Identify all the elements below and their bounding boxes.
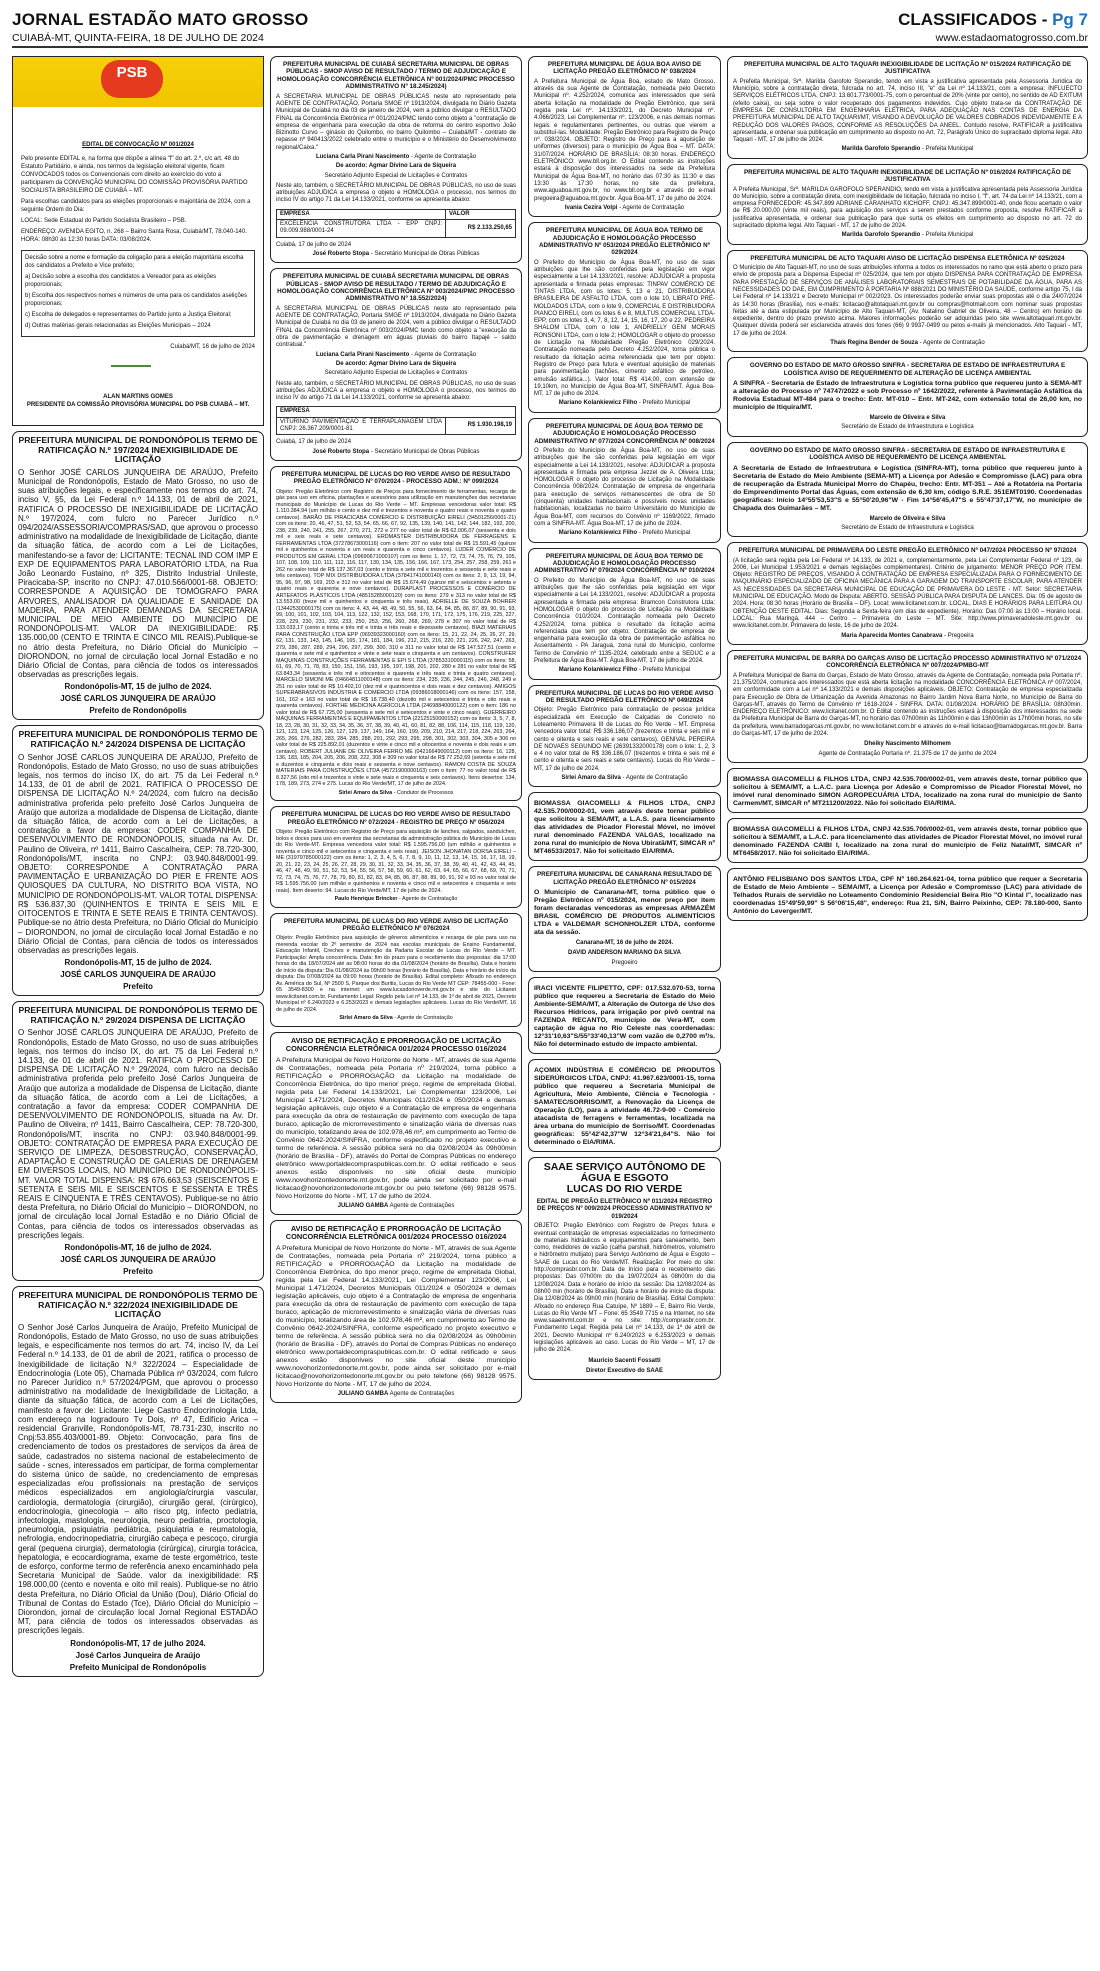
notice-heading: PREFEITURA MUNICIPAL DE ÁGUA BOA TERMO DE ADJUDICAÇÃO E HOMOLOGAÇÃO PROCESSO ADMINISTRATIVO Nº 079/2024 CONCORRÊNCIA Nº 010/2024 — [534, 552, 715, 575]
notice-body: Objeto: Pregão Eletrônico com Registro de Preços para fornecimento de ferramentas, recarga de gás para uso em oficina, plantações e acessórios para utilização em manutenções das secretarias municipais do Município de Lucas do Rio Verde – MT. Empresas vencedoras valor total: R$ 1.110.384,94 (um milhão e cento e dez mil e trezentos e noventa e quatro reais e noventa e quatro centavos). BARÃO DE PIRACICABA COMÉRCIO E DISTRIBUIÇÃO EIRELI (34501256/0001-21) com os itens: 20, 46, 47, 51, 52, 53, 54, 65, 66, 67, 92, 135, 139, 140, 141, 142, 144, 182, 192, 200, 238, 239, 240, 241, 255, 267, 270, 271, 272 e 277 no valor total de R$ 62.006,07 (sessenta e dois mil e seis reais e sete centavos). ERDMASTER DISTRIBUIDORA DE FERRAGENS E FERRAMENTAS LTDA (37278673000116) com o item: 207 no valor total de R$ 15.591,45 (quinze mil e quinhentos e noventa e um reais e quarenta e cinco centavos). LUDER COMÉRCIO DE PRODUTOS EM GERAL LTDA (09690671000107) com os itens: 1, 17, 72, 73, 74, 75, 76, 79, 105, 107, 108, 109, 110, 111, 112, 116, 117, 130, 134, 135, 156, 166, 167, 173, 254, 257, 258, 259, 261 e 262 no valor total de R$ 137.367,03 (cento e trinta e sete mil e trezentos e sessenta e sete reais e três centavos). TOP MIX DISTRIBUIDORA LTDA (37841741000140) com os itens: 2, 9, 13, 19, 94, 95, 96, 97, 98, 169, 203 e 312 no valor total de R$ 15.674,49 (quinze mil e seiscentos e setenta e quatro reais e quarenta e nove centavos). DURAPLAST PROCESSOS E COMÉRCIO DE ARTEFATOS PLÁSTICOS LTDA (48515285000120) com os itens: 279 e 313 no valor total de R$ 13.553,00 (treze mil e quinhentos e cinquenta e três reais). ADRIELLE DE SOUZA BOHRER (13442530000175) com os itens: 4, 43, 44, 48, 49, 50, 55, 56, 63, 64, 84, 85, 86, 87, 89, 90, 91, 93, 99, 100, 101, 102, 103, 104, 113, 122, 132, 152, 153, 168, 170, 171, 172, 175, 176, 219, 225, 227, 228, 229, 230, 231, 232, 233, 250, 253, 256, 260, 268, 269, 278 e 307 no valor total de R$ 133.033,17 (cento e trinta e três mil e trinta e três reais e dezessete centavos). BIAZI MATERIAIS PARA CONSTRUÇÃO LTDA EPP (06939323000160) com os itens: 15, 21, 22, 24, 25, 26, 27, 29, 62, 131, 133, 143, 145, 146, 165, 174, 181, 184, 196, 212, 215, 216, 220, 221, 226, 242, 247, 263, 279, 286, 287, 289, 294, 296, 297, 299, 300, 310 e 311 no valor total de R$ 147.527,51 (cento e quarenta e sete mil e quinhentos e vinte e sete reais e cinquenta e um centavos). CONSTRUFER MAQUINAS CONSTRUÇÕES FERRAMENTAS E EPI S LTDA (37853310000115) com os itens: 58, 61, 69, 70, 71, 78, 83, 150, 151, 156, 193, 195, 197, 198, 201, 202, 280 e 281 no valor total de R$ 63.843,34 (sessenta e três mil e oitocentos e quarenta e três reais e trinta e quatro centavos). MARCELO SIMONI ME (04664811000148) com os itens: 234, 235, 236, 244, 245, 246, 248, 249 e 251 no valor total de R$ 10.402,10 (dez mil e quatrocentos e dois reais e dez centavos). AMIGOS SUPERABRASIVOS INDÚSTRIA E COMÉRCIO LTDA (09386018000146) com os itens: 157, 158, 161, 162 e 163 no valor total de R$ 18.738,40 (dezoito mil e setecentos e trinta e oito reais e quarenta centavos). FORTHE MEDICINA AGRÍCOLA LTDA (24698840000122) com o item: 186 no valor total de R$ 67.725,00 (sessenta e sete mil e setecentos e vinte e cinco reais). GUERREIRO MÁQUINAS FERRAMENTAS E EQUIPAMENTOS LTDA (22125150000152) com os itens: 3, 5, 7, 8, 18, 23, 28, 30, 31, 32, 33, 34, 35, 36, 37, 38, 39, 40, 41, 60, 81, 82, 88, 106, 114, 115, 118, 119, 120, 121, 123, 124, 125, 126, 127, 129, 137, 149, 164, 160, 199, 209, 210, 214, 217, 218, 224, 263, 264, 265, 266, 276, 282, 283, 284, 285, 288, 291, 292, 293, 295, 298, 301, 302, 303, 304, 305 e 306 no valor total de R$ 225.892,01 (duzentos e vinte e cinco mil e oitocentos e noventa e dois reais e um centavo). ROBERT JULIANE DE OLIVEIRA FERRO ME (04216649000112) com os itens: 16, 128, 136, 183, 185, 204, 205, 206, 208, 222, 308 e 309 no valor total de R$ 77.252,69 (setenta e sete mil e duzentos e cinquenta e dois reais e sessenta e nove centavos). RAMON COSTA DE SOUZA MATERIAIS PARA CONSTRUÇÕES LTDA (45721900000163) com o item: 77 no valor total de R$ 8.327,56 (oito mil e trezentos e vinte e sete reais e cinquenta e seis centavos). Itens desertos: 134, 178, 189, 273, 274 e 275. Lucas do Rio Verde/MT, 17 de julho de 2024. — [276, 488, 516, 788]
psb-signer-role: PRESIDENTE DA COMISSÃO PROVISÓRIA MUNICIPAL DO PSB CUIABÁ – MT. — [26, 402, 250, 408]
notice-barragarcas-007 — [727, 650, 1088, 763]
ack-name: De acordo: Agmar Divino Lara de Siqueira — [335, 360, 457, 367]
agent-role: - Agente de Contratação — [409, 351, 477, 358]
agenda-item: c) Escolha de delegados e representantes do Partido junto a Justiça Eleitoral; — [25, 312, 232, 318]
notice-body: AÇOMIX INDÚSTRIA E COMÉRCIO DE PRODUTOS SIDERÚRGICOS LTDA, CNPJ: 41.967.623/0001-15, torna público que requereu a Secretaria Municipal de Agricultura, Meio Ambiente, Ciência e Tecnologia - SAMATEC/SORRISO/MT, a Renovação da Licença de Operação (LO), para a atividade 46.72-9-00 - Comércio atacadista de ferragens e ferramentas, localizada na área urbana do município de Sorriso/MT. Coordenadas geográficas: 55°42'42,37"W 12°34'21,64"S. Não foi determinado o EIA/RIMA. — [534, 1067, 715, 1147]
notice-body: A Prefeitura Municipal de Barra do Garças, Estado de Mato Grosso, através da Agente de Contratação, nomeada pela Portaria nº. 21.375/2024, comunica aos interessados que está aberta licitação na modalidade CONCORRÊNCIA ELETRÔNICA nº 007/2024, em conformidade com a Lei nº 14.133/2021 e demais disposições aplicáveis. OBJETO: Contratação de empresa especializada para Execução de Obra de Urbanização da Avenida Amazonas no Bairro Jardim Nova Barra Norte, no Município de Barra do Garças-MT, através do Termo de Convênio nº 1618-2024 - SINFRA. DATA: 01/08/2024. HORÁRIO DE BRASÍLIA: 08h30min. ENDEREÇO ELETRÔNICO: www.licitanet.com.br. O Edital contendo as instruções estará à disposição dos interessados na sede da Prefeitura Municipal de Barra do Garças-MT, no horário das 07h00min às 11h00min e das 13h00min às 17h00min horas, no site da prefeitura, www.barradogarcas.mt.gov.br, no www.licitanet.com.br e através do e-mail licitacao@barradogarcas.mt.gov.br. Barra do Garças-MT, 17 de julho de 2024. — [733, 672, 1082, 738]
signer-name: Marilda Garofolo Sperandio — [841, 146, 921, 153]
notice-body-2: Neste ato, também, o SECRETÁRIO MUNICIPAL DE OBRAS PÚBLICAS, no uso de suas atribuições ADJUDICA a empresa o objeto e HOMOLOGA o processo, nos termos do inciso IV do artigo 71 da Lei 14.133/2021, conforme se apresenta abaixo: — [276, 380, 516, 402]
signer-role: Agente de Contratações — [388, 1390, 455, 1397]
notice-biomassa-3 — [727, 818, 1088, 863]
psb-agenda — [21, 250, 255, 337]
notice-heading: PREFEITURA MUNICIPAL DE ALTO TAQUARI AVISO DE LICITAÇÃO DISPENSA ELETRÔNICA Nº 025/2024 — [750, 254, 1065, 262]
value-cell: R$ 2.133.250,65 — [446, 220, 516, 238]
signer-name: Maria Aparecida Montes Canabrava — [841, 632, 943, 639]
signer-name: JULIANO GAMBA — [337, 1390, 389, 1397]
notice-cuiaba-003 — [270, 268, 522, 461]
masthead — [12, 8, 1088, 48]
signer-name: José Roberto Stopa — [312, 448, 370, 455]
signer-role: - Secretário Municipal de Obras Públicas — [369, 448, 480, 455]
signer-role: - Agente de Contratação — [392, 1015, 453, 1022]
notice-heading: PREFEITURA MUNICIPAL DE LUCAS DO RIO VERDE AVISO DE RESULTADO PREGÃO ELETRÔNICO Nº 049/2024 — [535, 689, 714, 704]
psb-title: EDITAL DE CONVOCAÇÃO Nº 001/2024 — [82, 142, 194, 148]
table-row — [277, 220, 516, 238]
notice-altotaquari-016 — [727, 164, 1088, 245]
notice-saae — [528, 1157, 721, 1380]
notice-biomassa-2 — [727, 768, 1088, 813]
signer-role: - Prefeita Municipal — [920, 146, 974, 153]
notice-heading: PREFEITURA MUNICIPAL DE RONDONÓPOLIS TERMO DE RATIFICAÇÃO N.º 29/2024 DISPENSA DE LICITAÇÃO — [18, 1005, 258, 1025]
signer-role: - Agente de Contratação — [617, 204, 685, 211]
notice-body: A Prefeita Municipal, Srª. Marilda Garofolo Sperandio, tendo em vista a justificativa apresentada pela Assessoria Jurídica do Município, sobre a contratação direta, fulcrada no art. 74, inciso III, "e" da Lei nº 14.133/21, com a empresa: INFLUECTO SERVIÇOS ELÉTRICOS LTDA, CNPJ: 13.601.773/0001-75, com o percentual de 20% (vinte por cento), no sentido de AD EXITUM (efeito caixa), ou seja sobre o valor recuperado dos pagamentos indevidos. Cujo objeto trata-se da CONTRATAÇÃO DE EMPRESA DE CONSULTORIA EM ENGENHARIA ELÉTRICA, PARA ADEQUAÇÃO NAS CONTAS DE ENERGIA DA PREFEITURA MUNICIPAL DE ALTO TAQUARI/MT, VISANDO A DEVOLUÇÃO DE VALORES COBRADOS INDEVIDAMENTE E A REDUÇÃO DOS VALORES PAGOS, CONFORME AS RESOLUÇÕES DA ANEEL. Contudo resolve, RATIFICAR a justificativa apresentada, e ordenar sua publicação em cumprimento ao disposto no Art. 72, Parágrafo Único do supracitado diploma legal. Alto Taquari - MT, 17 de julho de 2024. — [733, 78, 1082, 144]
notice-date: Rondonópolis-MT, 17 de julho 2024. — [70, 1638, 206, 1648]
psb-address: ENDEREÇO: AVENIDA EGITO, n. 268 – Bairro Santa Rosa, Cuiabá/MT, 78.040-140. HORA: 08h30 às 12:30 horas DATA: 03/08/2024. — [21, 229, 247, 243]
dateline: CUIABÁ-MT, QUINTA-FEIRA, 18 DE JULHO DE 2024 — [12, 32, 264, 44]
signer-name: Marcelo de Oliveira e Silva — [869, 415, 946, 422]
notice-heading: PREFEITURA MUNICIPAL DE BARRA DO GARÇAS AVISO DE LICITAÇÃO PROCESSO ADMINISTRATIVO Nº 071/2024 CONCORRÊNCIA ELETRÔNICA Nº 007/2024/PMBG-MT — [733, 654, 1082, 670]
signer-name: Mariano Kolankiewicz Filho — [558, 667, 638, 674]
agenda-item: b) Escolha dos respectivos nomes e números de uma para os candidatos aselições proporcionais; — [25, 293, 248, 307]
psb-signer: ALAN MARTINS GOMES — [103, 394, 173, 400]
notice-heading: PREFEITURA MUNICIPAL DE LUCAS DO RIO VERDE AVISO DE LICITAÇÃO PREGÃO ELETRÔNICO Nº 076/2024 — [283, 917, 509, 932]
notice-iraci — [528, 977, 721, 1054]
notice-body: IRACI VICENTE FILIPETTO, CPF: 017.532.070-53, torna público que requereu a Secretaria de Estado do Meio Ambiente-SEMA/MT, a Alteração de Outorga de Uso dos Recursos Hídricos, para irrigação por pivô central na FAZENDA RECANTO, município de Vera-MT, com captação de água no Rio Celeste nas coordenadas: 12°31'10,63"S/55°33'40,13"W com vazão de 0,2700 m³/s. Não foi determinado estudo de impacto ambiental. — [534, 985, 715, 1049]
agenda-item: Decisão sobre a nome e formação da coligação para a eleição majoritária escolha dos candidatos a Prefeito e Vice prefeito; — [25, 255, 244, 269]
notice-heading: GOVERNO DO ESTADO DE MATO GROSSO SINFRA - SECRETARIA DE ESTADO DE INFRAESTRUTURA E LOGÍSTICA AVISO DE REQUERIMENTO DE LICENÇA AMBIENTAL — [749, 446, 1066, 462]
notice-altotaquari-015 — [727, 56, 1088, 159]
notice-rondonopolis-24 — [12, 725, 264, 996]
column-3 — [528, 56, 721, 1966]
paper-name: JORNAL ESTADÃO MATO GROSSO — [12, 10, 309, 29]
notice-body: Objeto: Pregão Eletrônico para contratação de pessoa jurídica especializada em Execução de Calçadas de Concreto no Loteamento Primavera III de Lucas do Rio Verde - MT. Empresa vencedora valor total: R$ 336.186,07 (trezentos e trinta e seis mil e cento e oitenta e seis reais e sete centavos). GENIVAL PEREIRA DE NOVAES SEGUNDO ME (26391332000178) com o lote: 1, 2, 3 e 4 no valor total de R$ 336.186,07 (trezentos e trinta e seis mil e cento e oitenta e seis reais e sete centavos). Lucas do Rio Verde – MT, 17 de julho de 2024. — [534, 707, 715, 772]
notice-aguaboa-008 — [528, 418, 721, 543]
notice-lucas-070 — [270, 466, 522, 801]
notice-heading: AVISO DE RETIFICAÇÃO E PRORROGAÇÃO DE LICITAÇÃO CONCORRÊNCIA ELETRÔNICA 001/2024 PROCESSO 016/2024 — [285, 1223, 507, 1242]
saae-title: SAAE SERVIÇO AUTÔNOMO DE ÁGUA E ESGOTO — [543, 1161, 706, 1185]
notice-heading: GOVERNO DO ESTADO DE MATO GROSSO SINFRA - SECRETARIA DE ESTADO DE INFRAESTRUTURA E LOGÍSTICA AVISO DE REQUERIMENTO DE ALTERAÇÃO DE LICENÇA AMBIENTAL — [749, 362, 1066, 377]
notice-heading: PREFEITURA MUNICIPAL DE PRIMAVERA DO LESTE PREGÃO ELETRÔNICO Nº 047/2024 PROCESSO Nº 97/2024 — [738, 547, 1077, 555]
signer-name: Marilda Garofolo Sperandio — [841, 232, 921, 239]
company-cell: VITURINO PAVIMENTAÇÃO E TERRAPLANAGEM LTDA CNPJ: 26.367.209/0001-81 — [277, 417, 446, 435]
psb-local: LOCAL: Sede Estadual do Partido Socialista Brasileiro – PSB. — [21, 218, 187, 224]
notice-body: Objeto: Pregão Eletrônico para aquisição de gêneros alimentícios e recarga de gás para uso na merenda escolar do 2º semestre de 2024 nas escolas municipais de Ensino Fundamental, Educação Infantil, Creches e manutenção da Padaria Escolar de Lucas do Rio Verde – MT. Participação: Ampla concorrência. Data: fim do prazo para o recebimento das propostas: dia 17:00 horas do dia 18/07/2024 até as 08:00 horas do dia 01/08/2024 (horário de Brasília). Data e horário de início da disputa: Dia 01/08/2024 às 09h00 horas (horário de Brasília). Data e horário de início da disputa: Dia 07/08/2024 às 09:00 horas (horário de Brasília). Edital completo: Afixado no endereço Av. América do Sul, Nº 2500 S, Parque dos Buritis, Lucas do Rio Verde MT CEP: 78455-000 - Fone: 65 3549-8300 e na internet: um www.lucasdorioverde.mt.gov.br e site do Licitanet www.licitanet.com.br. Fundamento Legal: Regido pela Lei nº 14.133, de 1º de abril de 2021, Decreto Municipal nº 6.240/2023 e 6.253/2023 e demais legislações aplicáveis. Lucas do Rio Verde/MT, 16 de julho de 2024. — [276, 935, 516, 1013]
notice-role: Prefeito de Rondonópolis — [89, 706, 187, 716]
signer-role: Secretário de Estado de Infraestrutura e Logística — [841, 524, 974, 531]
notice-signer: José Carlos Junqueira de Araújo — [75, 1650, 201, 1660]
notice-body: O Prefeito do Município de Água Boa-MT, no uso de suas atribuições que lhe são conferidas pela legislação em vigor especialmente a Lei 14.133/2021, resolve: ADJUDICAR a proposta apresentada e firmada pela empresa: Bramcon Construtora Ltda; HOMOLOGAR o objeto do processo de Licitação na Modalidade Concorrência 010/2024. Contratação nomeada pelo Decreto 4.252/2024, torna pública o resultado da licitação acima referenciada que tem por objeto: Contratação de empresa de engenharia para execução da obra de pavimentação asfáltica no Assentamento - PA Jaraguá, zona rural do Município, conforme Termo de Convênio nº 1135-2024, celebrado entre a SEDUC e a Prefeitura de Água Boa-MT. Água Boa-MT, 17 de julho de 2024. — [534, 577, 715, 664]
agenda-item: a) Decisão sobre a escolha dos candidatos a Vereador para as eleições proporcionais; — [25, 274, 217, 288]
notice-heading: PREFEITURA MUNICIPAL DE LUCAS DO RIO VERDE AVISO DE RESULTADO PREGÃO ELETRÔNICO Nº 070/2024 - PROCESSO ADM.: Nº 099/2024 — [281, 470, 511, 486]
notice-date: Canarana-MT, 16 de julho de 2024. — [575, 940, 674, 947]
notice-retificacao-2 — [270, 1220, 522, 1403]
section-title — [898, 10, 1088, 30]
ack-role: Secretário Adjunto Especial de Licitações e Contratos — [324, 172, 468, 179]
signer-name: Thaís Regina Bender de Souza — [830, 340, 918, 347]
signer-name: Mariano Kolankiewicz Filho — [558, 530, 638, 537]
ack-role: Secretário Adjunto Especial de Licitações e Contratos — [324, 370, 468, 377]
column-2 — [270, 56, 522, 1966]
notice-body: O Senhor José Carlos Junqueira de Araújo, Prefeito Municipal de Rondonópolis, Estado de Mato Grosso, no uso de suas atribuições legais, e especificamente nos termos do art. 74, inciso IV, da Lei Federal n.º 14.133, de 01 de abril de 2021, ratifica o processo de Inexigibilidade de licitação N.º 322/2024 – Especialidade de Endocrinologia (Lote 05), Chamada Pública nº 03/2024, com fulcro no Parecer Jurídico n.º 57/2024/PGM, que aprovou o processo administrativo na modalidade de Inexigibilidade de Licitação, a diante da situação fática, de acordo com a Lei de Licitações, manifesto a favor de: Licitante: Liege Castro Endocrinologia Ltda, com endereço na logradouro Tv Dois, nº 47, Edifício Arica – residencial Granville, Rondonópolis-MT, 78.731-230, inscrito no Cnpj:53.855.403/0001-89. Objeto: Convocação, para fins de credenciamento de todos os prestadores de serviços da área de saúde, cadastrados no sistema nacional de estabelecimento de saúde - scnes, interessados em participar, de forma complementar do sistema único de saúde, no credenciamento de empresas especializadas e/ou profissionais na prestação de serviços médicos especializados em angiologia/cirurgia vascular, cardiologia, dermatologia (cirurgião), cirurgião geral, (cirúrgico), endocrinologia, ginecologia – alto risco ptg, infecto pediatria, infectologia, mastologia, neurologia, neuro pediatria, proctologia, pneumologia, psiquiatria pediátrica, psiquiatria e reumatologia, nefrologia, endocrinopediatria, cirurgião cabeça e pescoço, cirurgia geral (pequena cirurgia), dermatologia (cirúrgica), cirurgia torácica, hepatologia, e ecocardiograma, exame de teste ergométrico, teste de esforço, conforme termo de referência anexo encaminhado pela Secretaria Municipal de Saúde. valor da inexigibilidade: R$ 198.000,00 (cento e noventa e oito mil reais). Publique-se no átrio desta Prefeitura, no Diário Oficial da União (Dou), Diário Oficial do Tribunal de Contas do Estado (Tce), Diário Oficial do Município – Diorondon, jornal de circulação local Jornal Regional ESTADÃO MT, para ciência de todos os interessados observadas as prescrições legais. — [18, 1322, 258, 1636]
notice-rondonopolis-197 — [12, 431, 264, 720]
notice-date: Rondonópolis-MT, 16 de julho de 2024. — [64, 1242, 212, 1252]
signer-role: - Prefeito Municipal — [637, 400, 691, 407]
notice-body: A SECRETARIA MUNICIPAL DE OBRAS PÚBLICAS neste ato representado pela AGENTE DE CONTRATAÇÃO, Portaria SMGE nº 1913/2024, divulgada no Diário Gazeta Municipal de Cuiabá no dia 03 de janeiro de 2024, vem a público divulgar o RESULTADO FINAL da Concorrência Eletrônica nº 001/2024/PMC tendo como objeto a "contratação de empresa de engenharia para execução da obra de reforma do centro esportivo João Bizinotto Curvo – ginásio do Quilombo, no bairro Quilombo – Cuiabá/MT - contrato de repasse nº 940413/2022 celebrado entre o município e o Ministério do Desenvolvimento regional/Caixa." — [276, 93, 516, 151]
notice-lucas-072 — [270, 806, 522, 907]
signer-role: - Secretário Municipal de Obras Públicas — [369, 250, 480, 257]
notice-body: (A licitação será regida pela Lei Federal nº 14.133, de 2021 e, complementarmente, pela Lei Complementar Federal nº 123, de 2006, Lei Municipal 1.953/2021 e demais legislações complementares). Critério de julgamento: MENOR PREÇO POR ITEM. Objeto: REGISTRO DE PREÇOS, VISANDO A CONTRATAÇÃO DE EMPRESA ESPECIALIZADA PARA O FORNECIMENTO DE MAQUINÁRIO ESPECIALIZADO DE OFICINA MECÂNICA PARA A GARAGEM DO TRANSPORTE ESCOLAR, PARA ATENDER AS NECESSIDADES DA SECRETARIA MUNICIPAL DE EDUCAÇÃO DE PRIMAVERA DO LESTE - MT. Setor: SECRETARIA MUNICIPAL DE EDUCAÇÃO. Modo de Disputa: ABERTO. SESSÃO PÚBLICA PARA DISPUTA DE LANCES. Dia: 05 de agosto de 2024. Hora: 08:30 horas (Horário de Brasília – DF). Local: www.licitanet.com.br. LOCAL, DIAS E HORÁRIOS PARA LEITURA OU OBTENÇÃO DESTE EDITAL: Dias: Segunda a Sexta-feira (em dias de expediente). Horário: Das 07:00 às 13:00 – Horário local. LOCAL: Rua Maringá, 444 – Centro – Primavera do Leste – MT. Site: http://www.primaveradoleste.mt.gov.br ou www.licitanet.com.br. Primavera do leste, 16 de julho de 2024. — [733, 557, 1082, 630]
signer-role: - Agente de Contratação — [620, 775, 688, 782]
notice-role: Pregoeiro — [611, 959, 638, 966]
notice-body: A SECRETARIA MUNICIPAL DE OBRAS PÚBLICAS neste ato representado pela AGENTE DE CONTRATAÇÃO, Portaria SMGE nº 1913/2024, divulgada no Diário Gazeta Municipal de Cuiabá no dia 03 de janeiro de 2024, vem a público divulgar o RESULTADO FINAL da Concorrência Eletrônica nº 003/2024/PMC tendo como objeto a "execução da obra de pavimentação e drenagem em águas pluviais do bairro Itapajé – saldo contratual." — [276, 305, 516, 349]
notice-heading: PREFEITURA MUNICIPAL DE ALTO TAQUARI INEXIGIBILIDADE DE LICITAÇÃO Nº 015/2024 RATIFICAÇÃO DE JUSTIFICATIVA — [743, 61, 1072, 76]
psb-intro: Pelo presente EDITAL e, na forma que dispõe a alínea "f" do art. 2.º, c/c art. 48 do Estatuto Partidário, e ainda, nos termos da legislação eleitoral vigente, ficam CONVOCADOS todos os Convencionais com direito ao exercício do voto a participarem da CONVENÇÃO MUNICIPAL DO COMISSÃO PROVISÓRIA PARTIDO SOCIALISTA BRASILEIRO DE CUIABÁ – MT. — [21, 156, 248, 194]
notice-sinfra-licenca — [727, 442, 1088, 537]
signer-name: Mariano Kolankiewicz Filho — [558, 400, 638, 407]
column-4 — [727, 56, 1088, 1966]
notice-retificacao-1 — [270, 1032, 522, 1215]
result-table — [276, 209, 516, 238]
agenda-item: d) Outras matérias gerais relacionadas as Eleições Municipais – 2024 — [25, 323, 211, 329]
notice-date: Cuiabá, 17 de julho de 2024 — [276, 241, 352, 248]
notice-aguaboa-029 — [528, 222, 721, 413]
signer-role: Agente de Contratações — [388, 1202, 455, 1209]
signer-role: Agente de Contratação Portaria nº. 21.375 de 17 de junho de 2024 — [818, 750, 997, 757]
notice-body: BIOMASSA GIACOMELLI & FILHOS LTDA, CNPJ 42.535.700/0002-01, vem através deste tornar público que solicitou à SEMA/MT, a L.A.S. para licenciamento das atividades de Picador Florestal Móvel, no imóvel rural denominado FAZENDA VALGAS, localizado na zona rural do município de Nova Ubiratã/MT, SIMCAR nº MT46533/2017. Não foi solicitado EIA/RIMA. — [534, 800, 715, 856]
notice-canarana — [528, 866, 721, 972]
signer-name: Sirlei Amaro da Silva — [561, 775, 621, 782]
signer-name: Sirlei Amaro da Silva — [338, 789, 393, 796]
psb-date: Cuiabá/MT, 16 de julho de 2024 — [170, 344, 255, 350]
notice-signer: JOSÉ CARLOS JUNQUEIRA DE ARAÚJO — [60, 970, 216, 980]
page-number: Pg 7 — [1052, 10, 1088, 29]
notice-body-2: Neste ato, também, o SECRETÁRIO MUNICIPAL DE OBRAS PÚBLICAS, no uso de suas atribuições ADJUDICA a empresa o objeto e HOMOLOGA o processo, nos termos do inciso IV do artigo 71 da Lei 14.133/2021, conforme se apresenta abaixo: — [276, 182, 516, 204]
notice-signer: DAVID ANDERSON MARIANO DA SILVA — [568, 950, 681, 957]
notice-heading: PREFEITURA MUNICIPAL DE RONDONÓPOLIS TERMO DE RATIFICAÇÃO N.º 24/2024 DISPENSA DE LICITAÇÃO — [18, 729, 258, 750]
notice-body: O Senhor JOSÉ CARLOS JUNQUEIRA DE ARAÚJO, Prefeito de Rondonópolis, Estado de Mato Grosso, no uso de suas atribuições legais, nos termos do inciso IX, do art. 75 da Lei Federal n.º 14.133, de 01 de abril de 2021. RATIFICA O PROCESSO DE DISPENSA DE LICITAÇÃO N.º 29/2024, com fulcro na decisão administrativa proferida pelo prefeito José Carlos Junqueira de Araújo que autoriza a modalidade de Dispensa de Licitação, diante da situação fática, de acordo com a Lei de Licitações, a contratação a favor da empresa: CODER COMPANHIA DE DESENVOLVIMENTO DE RONDONÓPOLIS, situada na Av. Dr. Paulino de Oliveira, nº 1411, Bairro Cascalheira, CEP: 78.720-300, Rondonópolis/MT, inscrita no CNPJ: 03.940.848/0001-99. OBJETO: CONTRATAÇÃO DE EMPRESA PARA EXECUÇÃO DE SERVIÇO DE LIMPEZA, DESOBSTRUÇÃO, CONSERVAÇÃO, ADAPTAÇÃO E CONSTRUÇÃO DE GALERIAS DE DRENAGEM EM DIVERSOS LOCAIS, NO MUNICÍPIO DE RONDONÓPOLIS-MT. VALOR TOTAL DISPENSA: R$ 676.663,53 (SEISCENTOS E SETENTA E SEIS MIL E SEISCENTOS E SESSENTA E TRÊS REAIS E CINQUENTA E TRÊS CENTAVOS). Publique-se no átrio desta Prefeitura, no Diário Oficial do Município – DIORONDON, no jornal de circulação local Jornal Estadão e no Diário Oficial de Contas, para ciência de todos os interessados observadas as prescrições legais. — [18, 1028, 258, 1240]
signer-role: - Pregoeira — [942, 632, 974, 639]
notice-heading: PREFEITURA MUNICIPAL DE CUIABÁ SECRETARIA MUNICIPAL DE OBRAS PÚBLICAS - SMOP AVISO DE RESULTADO / TERMO DE ADJUDICAÇÃO E HOMOLOGAÇÃO CONCORRÊNCIA ELETRÔNICA Nº 001/2024/PMC PROCESSO ADMINISTRATIVO Nº 18.245/2024) — [277, 61, 515, 91]
signer-role: - Prefeito Municipal — [637, 530, 691, 537]
saae-subtitle: LUCAS DO RIO VERDE — [566, 1183, 683, 1196]
notice-heading: PREFEITURA MUNICIPAL DE RONDONÓPOLIS TERMO DE RATIFICAÇÃO N.º 322/2024 INEXIGIBILIDADE DE LICITAÇÃO — [18, 1289, 258, 1320]
notice-body: Objeto: Pregão Eletrônico com Registro de Preço para aquisição de lanches, salgados, sanduíches, bolos e doces para uso em eventos das secretarias da administração pública do Município de Lucas do Rio Verde-MT. Empresa vencedora valor total: R$ 1.595.756,00 (um milhão e quinhentos e noventa e cinco mil e setecentos e cinquenta e seis reais). JEISON JHONATAN DORSA EIRELI – ME (31979785000122) com os itens: 1, 2, 3, 4, 5, 6, 7, 8, 9, 10, 11, 12, 13, 14, 15, 16, 17, 18, 19, 20, 21, 22, 23, 24, 25, 26, 27, 28, 29, 30, 31, 32, 33, 34, 35, 36, 37, 38, 39, 40, 41, 42, 43, 44, 45, 46, 47, 48, 49, 50, 51, 52, 53, 54, 55, 56, 57, 58, 59, 60, 61, 62, 63, 64, 65, 66, 67, 68, 69, 70, 71, 72, 73, 74, 75, 76, 77, 78, 79, 80, 81, 82, 83, 84, 85, 86, 87, 88, 89, 90, 91, 92 e 93 no valor total de R$ 1.595.756,00 (um milhão e quinhentos e noventa e cinco mil e setecentos e cinquenta e seis reais). Item deserto: 94. Lucas do Rio Verde/MT, 17 de julho de 2024. — [276, 829, 516, 894]
notice-heading: EDITAL DE PREGÃO ELETRÔNICO Nº 011/2024 REGISTRO DE PREÇOS Nº 009/2024 PROCESSO ADMINISTRATIVO Nº 019/2024 — [536, 1198, 713, 1220]
notice-heading: PREFEITURA MUNICIPAL DE RONDONÓPOLIS TERMO DE RATIFICAÇÃO N.º 197/2024 INEXIGIBILIDADE DE LICITAÇÃO — [18, 435, 258, 465]
psb-logo-text: PSB — [116, 64, 148, 81]
notice-date: Rondonópolis-MT, 15 de julho de 2024. — [64, 682, 212, 692]
signer-name: Sirlei Amaro da Silva — [339, 1015, 393, 1022]
notice-biomassa-1 — [528, 792, 721, 861]
notice-altotaquari-025 — [727, 250, 1088, 353]
notice-heading: PREFEITURA MUNICIPAL DE ÁGUA BOA AVISO DE LICITAÇÃO PREGÃO ELETRÔNICO Nº 038/2024 — [547, 61, 702, 76]
notice-body: ANTÔNIO FELISBIANO DOS SANTOS LTDA, CPF Nº 160.264.621-04, torna público que requer a Secretaria de Estado de Meio Ambiente – SEMA/MT, a Licença por Adesão e Compromisso (LAC) para atividade de Telhados Rurais de servidão no Loteamento Condomínio Residencial Beira Rio "O Kintal I", localizado nas coordenadas 15°49'59,99" S 56°06'15,48", endereço: Rua 21, S/N, Bairro Peixinho, CEP: 78.180-000, Santo Antônio do Leverger/MT. — [733, 875, 1082, 915]
agent-name: Luciana Carla Pirani Nascimento — [315, 351, 410, 358]
notice-role: Prefeito — [123, 1266, 153, 1276]
notice-body: O Senhor JOSÉ CARLOS JUNQUEIRA DE ARAÚJO, Prefeito de Rondonópolis, Estado de Mato Grosso, no uso de suas atribuições legais, nos termos do inciso IX, do art. 75 da Lei Federal n.º 14.133, de 01 de abril de 2021. RATIFICA O PROCESSO DE DISPENSA DE LICITAÇÃO N.º 24/2024, com fulcro na decisão administrativa proferida pelo prefeito José Carlos Junqueira de Araújo que autoriza a modalidade de Dispensa de Licitação, diante da situação fática, de acordo com a Lei de Licitações, a contratação a favor da empresa: CODER COMPANHIA DE DESENVOLVIMENTO DE RONDONÓPOLIS, situada na Av. Dr. Paulino de Oliveira, nº 1411, Bairro Cascalheira, CEP: 78.720-300, Rondonópolis/MT, inscrita no CNPJ: 03.940.848/0001-99. OBJETO: CORRESPONDE A CONTRATAÇÃO PARA PAVIMENTAÇÃO E URBANIZAÇÃO DO PIER E FRENTE AOS QUIOSQUES DA CULTURA, NO DISTRITO BOA VISTA, NO MUNICÍPIO DE RONDONÓPOLIS-MT. VALOR TOTAL DISPENSA: R$ 536.837,30 (QUINHENTOS E TRINTA E SEIS MIL E OITOCENTOS E TRINTA E SETE REAIS E TRINTA CENTAVOS). Publique-se no átrio desta Prefeitura, no Diário Oficial do Município – DIORONDON, no jornal de circulação local Jornal Estadão e no Diário Oficial de Contas, para ciência de todos os interessados observadas as prescrições legais. — [18, 752, 258, 955]
notice-heading: PREFEITURA MUNICIPAL DE CUIABÁ SECRETARIA MUNICIPAL DE OBRAS PÚBLICAS - SMOP AVISO DE RESULTADO / TERMO DE ADJUDICAÇÃO E HOMOLOGAÇÃO CONCORRÊNCIA ELETRÔNICA Nº 003/2024/PMC PROCESSO ADMINISTRATIVO Nº 18.552/2024) — [277, 273, 515, 303]
notice-lucas-076 — [270, 913, 522, 1027]
notice-body: BIOMASSA GIACOMELLI & FILHOS LTDA, CNPJ 42.535.700/0002-01, vem através deste, tornar público que solicitou à SEMA/MT, a L.A.C. para Licença por Adesão e Compromisso de Picador Florestal Móvel, no imóvel rural denominado SIMON AGROPECUÁRIA LTDA, localizado na zona rural do município de Santo Carmem/MT, SIMCAR nº MT211200/2022. Não foi solicitado EIA/RIMA. — [733, 775, 1082, 807]
notice-body: O Município de Canarana-MT, torna público que o Pregão Eletrônico nº 015/2024, menor preço por item foram declaradas vencedoras as empresas ARMAZÉM BRASIL COMÉRCIO DE PRODUTOS ALIMENTÍCIOS LTDA e VALDEMAR SCHONHOLZER LTDA, conforme ata da sessão. — [534, 889, 715, 937]
notice-body: O Senhor JOSÉ CARLOS JUNQUEIRA DE ARAÚJO, Prefeito Municipal de Rondonópolis, Estado de Mato Grosso, no uso de suas atribuições legais, e especificamente nos termos do art. 74, inciso V, §5, da Lei Federal n.º 14.133, 01 de abril de 2021, RATIFICA O PROCESSO DE INEXIGIBILIDADE DE LICITAÇÃO N.º 197/2024, com fulcro no Parecer Jurídico n.º 094/2024/ASSESSORIA/COMPRAS/SAD, que aprovou o processo administrativo na modalidade de Inexigibilidade de Licitação, diante da situação fática, de acordo com a Lei de Licitações, manifestando-se a favor de: LICITANTE: TECNAL IND COM IMP E EXP DE EQUIPAMENTOS PARA LABORATÓRIO LTDA, na Rua João Leonardo Fustaino, nº 325, Distrito Industrial Unileste, Piracicaba-SP, inscrito no CNPJ: 47.010.566/0001-68. OBJETO: CORRESPONDE A AQUISIÇÃO DE TOMÓGRAFO PARA ÁRVORES, ANALISADOR DA QUALIDADE E SANIDADE DA MADEIRA, PARA ATENDER DEMANDAS DA SECRETARIA MUNICIPAL DE MEIO AMBIENTE DO MUNICÍPIO DE RONDONÓPOLIS-MT. VALOR DA INEXIGIBILIDADE: R$ 135.000,00 (CENTO E TRINTA E CINCO MIL REAIS).Publique-se no átrio desta Prefeitura, no Diário Oficial do Município – DIORONDON, no jornal de circulação local Jornal Estadão e no Diário Oficial de Contas, para ciência de todos os interessados observadas as prescrições legais. — [18, 467, 258, 680]
signer-role: - Agente de Contratação — [397, 896, 458, 903]
result-table — [276, 406, 516, 435]
notice-signer: Mauricio Sacenti Fossatti — [588, 1357, 661, 1364]
signer-name: Paulo Henrique Brincker — [334, 896, 398, 903]
notice-signer: JOSÉ CARLOS JUNQUEIRA DE ARAÚJO — [60, 694, 216, 704]
signer-role: - Prefeito Municipal — [637, 667, 691, 674]
notice-body: A Prefeitura Municipal de Água Boa, estado de Mato Grosso, através da sua Agente de Contratação, nomeada pelo Decreto Municipal nº. 4.252/2024, comunica aos interessados que será aberta licitação na modalidade de Pregão Eletrônico, que será regida pela Lei nº. 14.133/2021, do Decreto Municipal nº. 4.066/2023, Lei Complementar nº. 123/2006, e nas demais normas legais e regulamentares pertinentes, ou outras que vierem a substituí-las. Modalidade: Pregão Eletrônico para Registro de Preço nº. 038/2024. OBJETO: Registro de Preço para a aquisição de uniformes (diversos) para o município de Água Boa – MT. DATA: 31/07/2024. HORÁRIO DE BRASÍLIA: 08:30 horas. ENDEREÇO ELETRÔNICO: www.bll.org.br. O Edital contendo as instruções estará à disposição dos interessados na sede da Prefeitura Municipal de Água Boa-MT, no horário das 07:30 às 11:30 e das 13:30 às 17:30 horas, no site da prefeitura, www.aguaboa.mt.gov.br, no www.bll.org.br e através do e-mail pregoeira@aguaboa.mt.gov.br. Água Boa-MT, 17 de julho de 2024. — [534, 78, 715, 202]
notice-sinfra-alteracao — [727, 357, 1088, 436]
psb-banner — [13, 57, 263, 107]
signer-role: - Condutor de Processos — [392, 789, 454, 796]
notice-body: A SINFRA - Secretaria de Estado de Infraestrutura e Logística torna público que requereu junto à SEMA-MT a alteração do Processo nº 74747/2022 e sob Processo nº 1642/2022, referente à Pavimentação Asfáltica da Rodovia Estadual MT-484 para o trecho: Entr. MT-010 – Entr. MT-242, com extensão total de 26,00 km, no município de Itiquira/MT. — [733, 380, 1082, 412]
notice-role: Prefeito — [123, 982, 153, 992]
notice-body: O Prefeito do Município de Água Boa-MT, no uso de suas atribuições que lhe são conferidas pela legislação em vigor especialmente a Lei 14.133/2021, resolve: ADJUDICAR a proposta apresentada e firmada pelas empresas: TINPAV COMÉRCIO DE TINTAS LTDA, com os lotes: 5, 13 e 21, DISTRIBUIDORA BRASILEIRA DE ASFALTO LTDA, com o lote 10, LIBRATO PRÉ-MOLDADOS LTDA, com o lote 9, COMERCIAL E DISTRIBUIDORA PIANCO EIRELI, com os lotes 6 e 8, MULTUS COMERCIAL LTDA-EPP, com os lotes 3, 4, 7, 8, 12, 14, 15, 16, 17, 20 e 22, PEDREIRA SHALOM LTDA, com o lote 1, ANDRIELLY GENI MORAIS RONSONI LTDA, com o lote 2; HOMOLOGAR o objeto do processo de Licitação na Modalidade Pregão Eletrônico 029/2024. Contratação nomeada pelo Decreto 4.252/2024, torna pública o resultado da licitação acima referenciada que tem por objeto: Registro de Preço para futura e eventual aquisição de materiais para pavimentação (tachões, cimento asfáltico de petróleo, emulsão asfáltica...). Valor total: R$ 414,00, com extensão de 19,10km, no Município de Água Boa-MT, SINFRA/MT. Água Boa-MT, 17 de julho de 2024. — [534, 259, 715, 398]
psb-line2: Para escolhas candidatos para as eleições proporcionais e majoritária de 2024, com a seguinte Ordem do Dia: — [21, 199, 251, 213]
column-1 — [12, 56, 264, 1966]
notice-heading: PREFEITURA MUNICIPAL DE ALTO TAQUARI INEXIGIBILIDADE DE LICITAÇÃO Nº 016/2024 RATIFICAÇÃO DE JUSTIFICATIVA — [743, 168, 1072, 184]
notice-antonio — [727, 868, 1088, 921]
notice-body: A Prefeita Municipal, Srª. MARILDA GAROFOLO SPERANDIO, tendo em vista a justificativa apresentada pela Assessoria Jurídica do Município, sobre a contratação direta, com inexigibilidade de licitação, fulcrada no inciso I, "f", art. 74 da Lei nº 14.133/21, com a empresa FORNECEDOR: 45.347.899 ADRIANE CARANHATO KICHOFF, CNPJ: 45.347.899/0001-40, onde ficou acertado o valor de R$ 20.000,00 (vinte mil reais), para aquisição dos serviços a serem prestados conforme proposta, resolve RATIFICAR a justificativa apresentada, e ordenar sua publicação para que surta os efeitos em cumprimento ao disposto no art. 72 do supracitado diploma legal. Alto Taquari - MT, 17 de julho de 2024. — [733, 186, 1082, 230]
notice-acomix — [528, 1059, 721, 1152]
signer-name: Marcelo de Oliveira e Silva — [869, 515, 946, 522]
ack-name: De acordo: Agmar Divino Lara de Siqueira — [335, 163, 457, 170]
notice-role: Prefeito Municipal de Rondonópolis — [69, 1662, 207, 1672]
signer-name: Dheiky Nascimento Milhomem — [864, 741, 951, 748]
signer-name: José Roberto Stopa — [312, 250, 370, 257]
company-cell: EXCELÊNCIA CONSTRUTORA LTDA - EPP CNPJ: 09.009.988/0001-24 — [277, 220, 446, 238]
notice-body: O Prefeito do Município de Água Boa-MT, no uso de suas atribuições que lhe são conferidas pela legislação em vigor especialmente a Lei 14.133/2021, resolve: ADJUDICAR a proposta apresentada e firmada pela empresa Jezzel de A. Oliveira Ltda; HOMOLOGAR o objeto do processo de Licitação na Modalidade Concorrência 008/2024. Contratação de empresa de engenharia para execução de serviços remanescentes de obra de 50 (cinquenta) unidades habitacionais e possíveis novas unidades habitacionais, localizadas no bairro Universitário do Município de Água Boa-MT, com recursos do Convênio nº 1169/2022, firmado com a SINFRA-MT. Água Boa-MT, 17 de julho de 2024. — [534, 447, 715, 527]
psb-logo — [101, 60, 163, 98]
section-label: CLASSIFICADOS - — [898, 10, 1053, 29]
signer-role: - Prefeita Municipal — [920, 232, 974, 239]
th-company: EMPRESA — [277, 407, 516, 417]
notice-body: BIOMASSA GIACOMELLI & FILHOS LTDA, CNPJ 42.535.700/0002-01, vem através deste, tornar público que solicitou à SEMA/MT, a L.A.C. para licenciamento das atividades de Picador Florestal Móvel, no imóvel rural denominado FAZENDA CAIBI I, localizado na zona rural do município de Feliz Natal/MT, SIMCAR nº MT6458/2017. Não foi solicitado EIA/RIMA. — [733, 825, 1082, 857]
notice-lucas-049 — [528, 685, 721, 788]
notice-signer: JOSÉ CARLOS JUNQUEIRA DE ARAÚJO — [60, 1254, 216, 1264]
notice-date: Rondonópolis-MT, 15 de julho de 2024. — [64, 958, 212, 968]
notice-role: Diretor Executivo do SAAE — [585, 1367, 663, 1374]
notice-heading: AVISO DE RETIFICAÇÃO E PRORROGAÇÃO DE LICITAÇÃO CONCORRÊNCIA ELETRÔNICA 001/2024 PROCESSO 016/2024 — [285, 1035, 507, 1054]
notice-heading: PREFEITURA MUNICIPAL DE ÁGUA BOA TERMO DE ADJUDICAÇÃO E HOMOLOGAÇÃO PROCESSO ADMINISTRATIVO Nº 077/2024 CONCORRÊNCIA Nº 008/2024 — [534, 422, 715, 445]
signer-role: - Agente de Contratação — [917, 340, 985, 347]
notice-body: A Prefeitura Municipal de Novo Horizonte do Norte - MT, através de sua Agente de Contratações, nomeada pela Portaria nº 219/2024, torna público a RETIFICAÇÃO e PRORROGAÇÃO da Licitação na modalidade de Concorrência Eletrônica, do tipo menor preço, regime de empreitada Global, regida pela Lei Federal 14.133/2021, Lei Complementar 123/2006, Lei Municipal 1.471/2024, Decretos Municipais 011/2024 e 050/2024 e demais legislação aplicáveis, cujo objeto é a Contratação de empresa de engenharia para execução da obra de restauração de pavimento com execução de tapa buraco, aplicação de microrrevestimento e sinalização viária de diversas ruas do município, totalizando área de 102.978,46 m², em cumprimento ao Termo de Convênio 0642-2024/SINFRA, conforme especificado no projeto executivo e termo de referência. A sessão pública será no dia 02/08/2024 às 09h00min (horário de Brasília - DF), através do Portal de Compras Públicas no endereço eletrônico www.portaldecompraspublicas.com.br. O edital retificado e seus anexos estão disponíveis no site oficial deste município www.novohorizontedonorte.mt.gov.br, pode ainda ser solicitado por e-mail licitacao@novohorizontedonorte.mt.gov.br ou pelo telefone (66) 98128 9575. Novo Horizonte do Norte - MT, 17 de julho de 2024. — [276, 1244, 516, 1388]
notice-rondonopolis-322 — [12, 1286, 264, 1677]
th-value: VALOR — [446, 209, 516, 219]
table-row — [277, 417, 516, 435]
notice-cuiaba-001 — [270, 56, 522, 263]
notice-body: OBJETO: Pregão Eletrônico com Registro de Preços futura e eventual contratação de empresas especializadas no fornecimento de materiais hidráulicos e equipamentos para saneamento, bem como, medidores de vazão (calha parshall, hidrômetros, volumetro e hidrômetro mutijato) para Serviço Autônomo de Água e Esgoto – SAAE de Lucas do Rio Verde/MT. Realização: Por meio do site: http://comprasbr.com.br. Data de Início para o recebimento das propostas: Das 07h00m do dia 19/07/2024 às 08h00m do dia 12/08/2024. Data e horário de início da sessão: Dia 12/08/2024 às 08h00 min (horário de Brasília). Data e horário de início da disputa: Dia 12/08/2024 às 09h00 min (horário de Brasília). Edital Completo: Afixado no endereço Rua Catuípe, Nº 1889 – E, Bairro Rio Verde, Lucas do Rio Verde MT – Fone: 65 3549 7715 e na Internet, no site www.saaelrvmt.com.br e no site: http://comprasbr.com.br. Fundamento Legal: Regida pela Lei nº 14.133, de 1º de abril de 2021, Decreto Municipal nº 6.240/2023 e 6.253/2023 e demais legislações aplicáveis ao caso. Lucas do Rio Verde – MT, 17 de julho de 2024. — [534, 1223, 715, 1354]
agent-name: Luciana Carla Pirani Nascimento — [315, 154, 410, 160]
notice-aguaboa-038 — [528, 56, 721, 217]
notice-heading: PREFEITURA MUNICIPAL DE LUCAS DO RIO VERDE AVISO DE RESULTADO PREGÃO ELETRÔNICO Nº 072/2024 - REGISTRO DE PREÇO Nº 056/2024 — [281, 811, 511, 826]
notice-heading: PREFEITURA MUNICIPAL DE ÁGUA BOA TERMO DE ADJUDICAÇÃO E HOMOLOGAÇÃO PROCESSO ADMINISTRATIVO Nº 053/2024 PREGÃO ELETRÔNICO Nº 029/2024 — [538, 227, 711, 257]
signer-role: Secretário de Estado de Infraestrutura e Logística — [841, 424, 974, 431]
notice-body: O Município de Alto Taquari-MT, no uso de suas atribuições informa a todos os interessados no ramo que está aberto o prazo para envio de proposta para a Dispensa Especial nº 025/2024, que tem por objeto DISPENSA PARA CONTRATAÇÃO DE EMPRESA PARA PRESTAÇÃO DE SERVIÇOS DE ANÁLISES LABORATORIAIS SEMESTRAIS DE POTABILIDADE DA ÁGUA, PARA AS NECESSIDADES DO DAE, EM CUMPRIMENTO À PORTARIA Nº 888/2021 DO MINISTÉRIO DA SAÚDE, conforme artigo 75, I da Lei Federal nº 14.133/21 e Decreto Municipal nº 002/2023. Os interessados poderão enviar suas propostas até o dia 24/07/2024 às 14:30 horas (Brasília), nos e-mails: licitacao@altotaquari.mt.gov.br ou compras@hotmail.com com nominar suas propostas feitas até a data estipulada por Município de Alto Taquari-MT, (Av. Natalino Gabriel de Oliveira, 48 – Centro) em horário de expediente, dentro do prazo previsto acima. Maiores informações poderão ser adquiridas pelo site www.altotaquari.mt.gov.br. Qualquer dúvida poderá ser esclarecida através dos fones (66) 9 9937-0499 ou pelos e-mails já mencionados. Alto Taquari - MT, 17 de julho de 2024. — [733, 265, 1082, 337]
signer-name: JULIANO GAMBA — [337, 1202, 389, 1209]
notice-body: A Secretaria de Estado de Infraestrutura e Logística (SINFRA-MT), torna público que requereu junto à Secretaria de Estado do Meio Ambiente (SEMA-MT) a Licença por Adesão e Compromisso (LAC) para obra de recuperação da Estrada Municipal Morro do Chapéu, trecho: Entr. MT-351 – Até a Rotatória na Portaria do Empreendimento Portal das Águas, com extensão de 6,30 km, código S.R.E. 351EMT0190. Coordenadas geográficas: Início 14°55'53,53"S e 55°50'20,96"W - Fim 14°56'45,47"S e 55°47'37,17"W, no município de Chapada dos Guimarães – MT. — [733, 464, 1082, 512]
psb-notice — [12, 56, 264, 426]
notice-heading: PREFEITURA MUNICIPAL DE CANARANA RESULTADO DE LICITAÇÃO PREGÃO ELETRÔNICO Nº 015/2024 — [536, 871, 713, 886]
website-link[interactable]: www.estadaomatogrosso.com.br — [935, 32, 1088, 44]
signature-seal-icon — [111, 365, 151, 379]
th-company: EMPRESA — [277, 209, 446, 219]
agent-role: - Agente de Contratação — [409, 154, 477, 160]
value-cell: R$ 1.930.198,19 — [446, 417, 516, 435]
notice-aguaboa-010 — [528, 548, 721, 680]
notice-date: Cuiabá, 17 de julho de 2024 — [276, 439, 352, 446]
notice-rondonopolis-29 — [12, 1001, 264, 1281]
notice-body: A Prefeitura Municipal de Novo Horizonte do Norte - MT, através de sua Agente de Contratações, nomeada pela Portaria nº 219/2024, torna público a RETIFICAÇÃO e PRORROGAÇÃO da Licitação na modalidade de Concorrência Eletrônica, do tipo menor preço, regime de empreitada Global, regida pela Lei Federal 14.133/2021, Lei Complementar 123/2006, Lei Municipal 1.471/2024, Decretos Municipais 011/2024 e 050/2024 e demais legislação aplicáveis, cujo objeto é a Contratação de empresa de engenharia para execução da obra de restauração de pavimento com execução de tapa buraco, aplicação de microrrevestimento e sinalização viária de diversas ruas do município, totalizando área de 102.978,46 m², em cumprimento ao Termo de Convênio 0642-2024/SINFRA, conforme especificado no projeto executivo e termo de referência. A sessão pública será no dia 02/08/2024 às 09h00min (horário de Brasília - DF), através do Portal de Compras Públicas no endereço eletrônico www.portaldecompraspublicas.com.br. O edital retificado e seus anexos estão disponíveis no site oficial deste município www.novohorizontedonorte.mt.gov.br, pode ainda ser solicitado por e-mail licitacao@novohorizontedonorte.mt.gov.br ou pelo telefone (66) 98128 9575. Novo Horizonte do Norte - MT, 17 de julho de 2024. — [276, 1056, 516, 1200]
signer-name: Ivania Cezira Volpi — [564, 204, 618, 211]
notice-primavera-047 — [727, 542, 1088, 645]
